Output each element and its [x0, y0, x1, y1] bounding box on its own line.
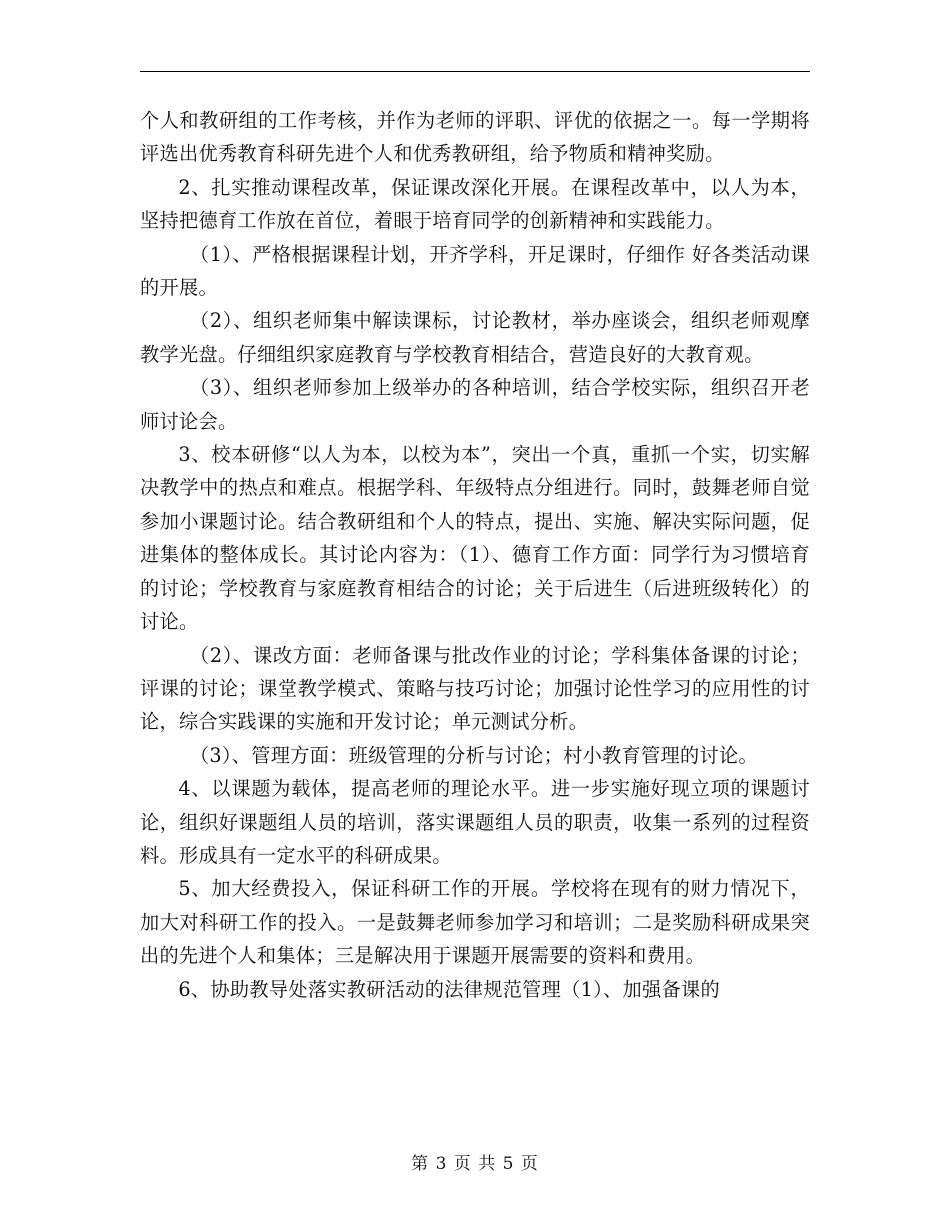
paragraph-item-2-2: （2）、组织老师集中解读课标，讨论教材，举办座谈会，组织老师观摩教学光盘。仔细组织家庭教育与学校教育相结合，营造良好的大教育观。 [140, 309, 810, 366]
paragraph-item-4: 4、以课题为载体，提高老师的理论水平。进一步实施好现立项的课题讨论，组织好课题组人员的培训，落实课题组人员的职责，收集一系列的过程资料。形成具有一定水平的科研成果。 [140, 777, 810, 867]
document-body [140, 104, 810, 1006]
paragraph-continuation: 个人和教研组的工作考核，并作为老师的评职、评优的依据之一。每一学期将评选出优秀教育科研先进个人和优秀教研组，给予物质和精神奖励。 [140, 109, 810, 166]
paragraph-item-2-3: （3）、组织老师参加上级举办的各种培训，结合学校实际，组织召开老师讨论会。 [140, 376, 810, 433]
header-rule [140, 71, 810, 72]
paragraph-item-5: 5、加大经费投入，保证科研工作的开展。学校将在现有的财力情况下，加大对科研工作的投入。一是鼓舞老师参加学习和培训；二是奖励科研成果突出的先进个人和集体；三是解决用于课题开展需要的资料和费用。 [140, 877, 810, 968]
paragraph-item-2: 2、扎实推动课程改革，保证课改深化开展。在课程改革中，以人为本，坚持把德育工作放在首位，着眼于培育同学的创新精神和实践能力。 [140, 175, 810, 233]
paragraph-item-3-2: （2）、课改方面：老师备课与批改作业的讨论；学科集体备课的讨论；评课的讨论；课堂教学模式、策略与技巧讨论；加强讨论性学习的应用性的讨论，综合实践课的实施和开发讨论；单元测试分析。 [140, 643, 810, 734]
paragraph-item-6: 6、协助教导处落实教研活动的法律规范管理（1）、加强备课的 [178, 977, 720, 1001]
page-number-footer: 第 3 页 共 5 页 [411, 1154, 539, 1174]
paragraph-item-3: 3、校本研修“以人为本，以校为本”，突出一个真，重抓一个实，切实解决教学中的热点和难点。根据学科、年级特点分组进行。同时，鼓舞老师自觉参加小课题讨论。结合教研组和个人的特点，提出、实施、解决实际问题，促进集体的整体成长。其讨论内容为：（1）、德育工作方面：同学行为习惯培育的讨论；学校教育与家庭教育相结合的讨论；关于后进生（后进班级转化）的讨论。 [140, 443, 810, 634]
paragraph-item-2-1: （1）、严格根据课程计划，开齐学科，开足课时，仔细作 好各类活动课的开展。 [140, 242, 810, 300]
paragraph-item-3-3: （3）、管理方面：班级管理的分析与讨论；村小教育管理的讨论。 [189, 743, 758, 767]
